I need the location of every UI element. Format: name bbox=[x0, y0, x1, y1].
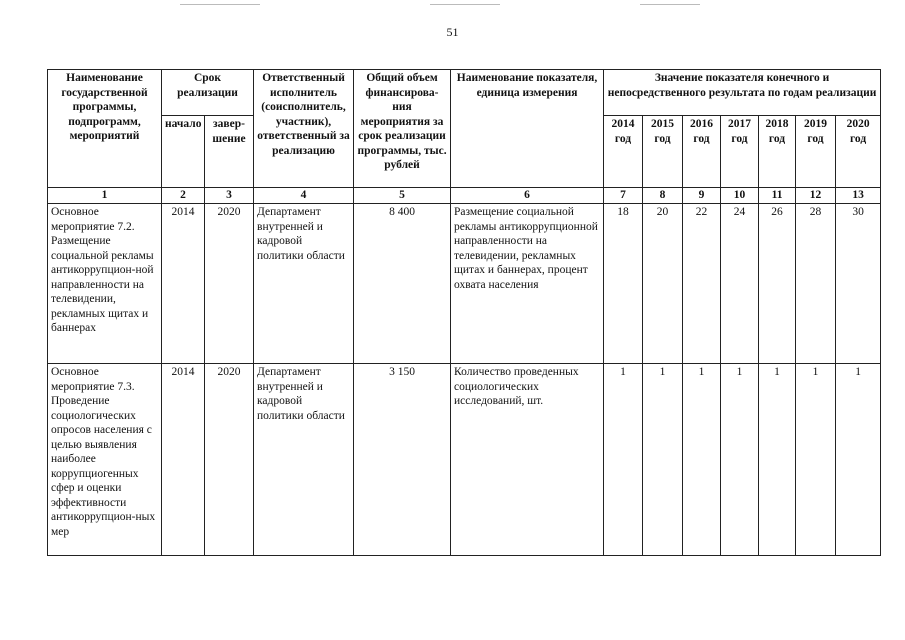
column-number: 7 bbox=[604, 188, 643, 204]
row-indicator: Размещение социальной рекламы антикоррупционной направленности на телевидении, рекламных щитах и баннерах, процент охвата населения bbox=[451, 204, 604, 364]
header-year: 2016 год bbox=[683, 116, 721, 188]
row-funding: 3 150 bbox=[354, 364, 451, 556]
scan-edge-line bbox=[180, 4, 260, 5]
row-executor: Департамент внутренней и кадровой политики области bbox=[254, 204, 354, 364]
column-number: 6 bbox=[451, 188, 604, 204]
row-value-2020: 1 bbox=[836, 364, 881, 556]
row-event-name: Основное мероприятие 7.2. Размещение социальной рекламы антикоррупцион-ной направленности на телевидении, рекламных щитах и баннерах bbox=[48, 204, 162, 364]
row-end-year: 2020 bbox=[205, 364, 254, 556]
column-number: 12 bbox=[796, 188, 836, 204]
program-table bbox=[47, 69, 881, 556]
scan-edge-line bbox=[430, 4, 500, 5]
column-number: 2 bbox=[162, 188, 205, 204]
header-term-start: начало bbox=[162, 116, 205, 188]
row-indicator: Количество проведенных социологических исследований, шт. bbox=[451, 364, 604, 556]
scan-edge-line bbox=[640, 4, 700, 5]
column-number: 4 bbox=[254, 188, 354, 204]
row-value-2018: 1 bbox=[759, 364, 796, 556]
header-term: Срок реализации bbox=[162, 70, 254, 116]
row-value-2017: 1 bbox=[721, 364, 759, 556]
column-number: 13 bbox=[836, 188, 881, 204]
header-year: 2020 год bbox=[836, 116, 881, 188]
row-value-2014: 18 bbox=[604, 204, 643, 364]
header-term-end: завер-шение bbox=[205, 116, 254, 188]
header-year: 2017 год bbox=[721, 116, 759, 188]
header-year: 2018 год bbox=[759, 116, 796, 188]
column-number: 5 bbox=[354, 188, 451, 204]
header-executor: Ответственный исполнитель (соисполнитель, участник), ответственный за реализацию bbox=[254, 70, 354, 188]
column-number: 1 bbox=[48, 188, 162, 204]
header-values-group: Значение показателя конечного и непосредственного результата по годам реализации bbox=[604, 70, 881, 116]
table-row bbox=[48, 364, 881, 556]
row-value-2019: 1 bbox=[796, 364, 836, 556]
row-value-2015: 1 bbox=[643, 364, 683, 556]
row-value-2020: 30 bbox=[836, 204, 881, 364]
header-year: 2015 год bbox=[643, 116, 683, 188]
row-value-2017: 24 bbox=[721, 204, 759, 364]
row-value-2019: 28 bbox=[796, 204, 836, 364]
row-event-name: Основное мероприятие 7.3. Проведение социологических опросов населения с целью выявления наиболее коррупциогенных сфер и оценки эффективности антикоррупцион-ных мер bbox=[48, 364, 162, 556]
row-executor: Департамент внутренней и кадровой политики области bbox=[254, 364, 354, 556]
table-row bbox=[48, 204, 881, 364]
header-program-name: Наименование государственной программы, подпрограмм, мероприятий bbox=[48, 70, 162, 188]
row-value-2016: 1 bbox=[683, 364, 721, 556]
row-start-year: 2014 bbox=[162, 364, 205, 556]
header-year: 2014 год bbox=[604, 116, 643, 188]
column-number: 10 bbox=[721, 188, 759, 204]
header-year: 2019 год bbox=[796, 116, 836, 188]
header-indicator: Наименование показателя, единица измерения bbox=[451, 70, 604, 188]
column-number: 3 bbox=[205, 188, 254, 204]
row-end-year: 2020 bbox=[205, 204, 254, 364]
column-number: 9 bbox=[683, 188, 721, 204]
row-funding: 8 400 bbox=[354, 204, 451, 364]
page-number: 51 bbox=[446, 25, 459, 39]
column-number: 11 bbox=[759, 188, 796, 204]
row-value-2014: 1 bbox=[604, 364, 643, 556]
column-number: 8 bbox=[643, 188, 683, 204]
header-funding: Общий объем финансирова-ния мероприятия за срок реализации программы, тыс. рублей bbox=[354, 70, 451, 188]
row-value-2015: 20 bbox=[643, 204, 683, 364]
row-value-2018: 26 bbox=[759, 204, 796, 364]
row-start-year: 2014 bbox=[162, 204, 205, 364]
row-value-2016: 22 bbox=[683, 204, 721, 364]
